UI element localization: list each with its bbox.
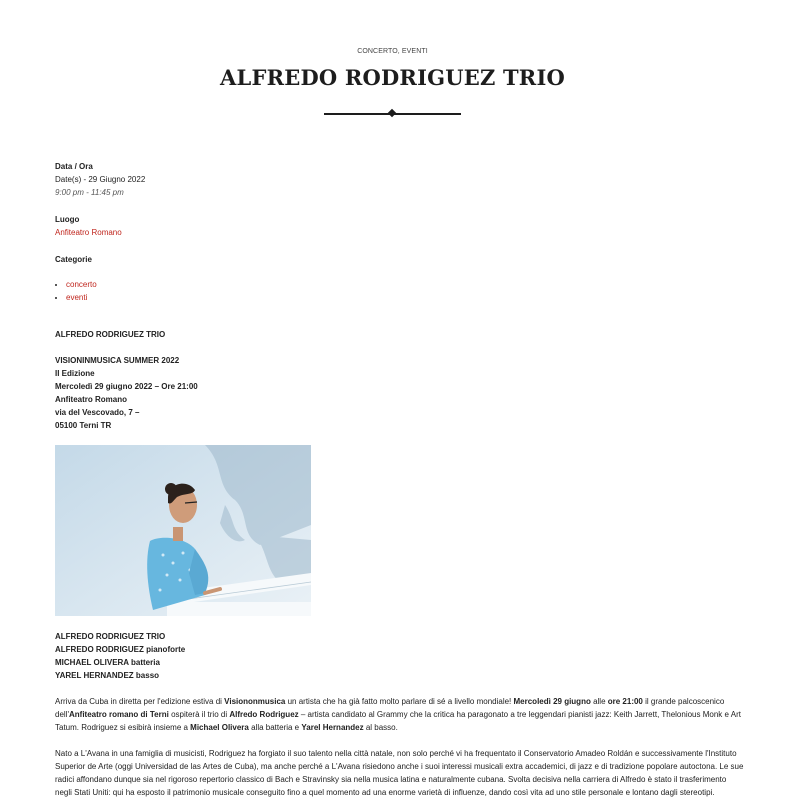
venue-heading: Luogo: [55, 215, 80, 224]
date-block: [55, 160, 745, 199]
title-divider: [324, 109, 461, 118]
categories-heading: Categorie: [55, 255, 92, 264]
category-list: [55, 278, 745, 304]
divider-diamond-icon: [388, 109, 396, 117]
program-line: II Edizione: [55, 369, 95, 378]
program-line: via del Vescovado, 7 –: [55, 408, 140, 417]
category-link-eventi[interactable]: eventi: [66, 293, 88, 302]
lineup-line: YAREL HERNANDEZ basso: [55, 671, 160, 680]
program-block: [55, 328, 745, 432]
event-description: [55, 695, 745, 799]
time-value: 9:00 pm - 11:45 pm: [55, 188, 124, 197]
list-item: [66, 291, 745, 304]
artist-photo: [55, 445, 311, 616]
lineup-line: ALFREDO RODRIGUEZ pianoforte: [55, 645, 186, 654]
event-categories[interactable]: CONCERTO, EVENTI: [357, 48, 428, 55]
lineup-line: ALFREDO RODRIGUEZ TRIO: [55, 632, 166, 641]
lineup-block: [55, 630, 745, 682]
program-line: 05100 Terni TR: [55, 421, 112, 430]
categories-block: [55, 253, 745, 304]
category-link-concerto[interactable]: concerto: [66, 280, 97, 289]
date-heading: Data / Ora: [55, 162, 93, 171]
event-header: [0, 0, 785, 118]
venue-block: [55, 213, 745, 239]
description-paragraph: Arriva da Cuba in diretta per l'edizione estiva di Visiononmusica un artista che ha già fatto molto parlare di sé a livello mondiale! Mercoledì 29 giugno alle ore 21:00 il grande palcoscenico dell'Anfiteatro romano di Terni ospiterà il trio di Alfredo Rodriguez – artista candidato al Grammy che la critica ha paragonato a tre leggendari pianisti jazz: Keith Jarrett, Thelonious Monk e Art Tatum. Rodriguez si esibirà insieme a Michael Olivera alla batteria e Yarel Hernandez al basso.: [55, 697, 741, 732]
program-line: Mercoledì 29 giugno 2022 – Ore 21:00: [55, 382, 198, 391]
program-title: ALFREDO RODRIGUEZ TRIO: [55, 330, 166, 339]
date-value: Date(s) - 29 Giugno 2022: [55, 175, 146, 184]
program-line: VISIONINMUSICA SUMMER 2022: [55, 356, 180, 365]
page-title: ALFREDO RODRIGUEZ TRIO: [220, 65, 565, 90]
event-content: [55, 160, 745, 812]
program-line: Anfiteatro Romano: [55, 395, 127, 404]
artist-photo-illustration: [55, 445, 311, 616]
description-paragraph: Nato a L'Avana in una famiglia di musicisti, Rodriguez ha forgiato il suo talento nella città natale, non solo perché vi ha frequentato il Conservatorio Amadeo Roldán e successivamente l'Instituto Superior de Arte (oggi Universidad de las Artes de Cuba), ma anche perché a L'Avana risiedono anche i suoi interessi musicali extra accademici, di jazz e di tradizione popolare autoctona. Le sue radici affondano dunque sia nel rigoroso repertorio classico di Bach e Stravinsky sia nella musica latina e naturalmente cubana. Svolta decisiva nella carriera di Alfredo è stato il trasferimento negli Stati Uniti: qui ha esposto il patrimonio musicale conseguito fino a quel momento ad una enorme varietà di influenze, dando così vita ad uno stile personale e lontano dagli stereotipi.: [55, 749, 744, 797]
list-item: [66, 278, 745, 291]
lineup-line: MICHAEL OLIVERA batteria: [55, 658, 160, 667]
venue-link[interactable]: Anfiteatro Romano: [55, 228, 122, 237]
